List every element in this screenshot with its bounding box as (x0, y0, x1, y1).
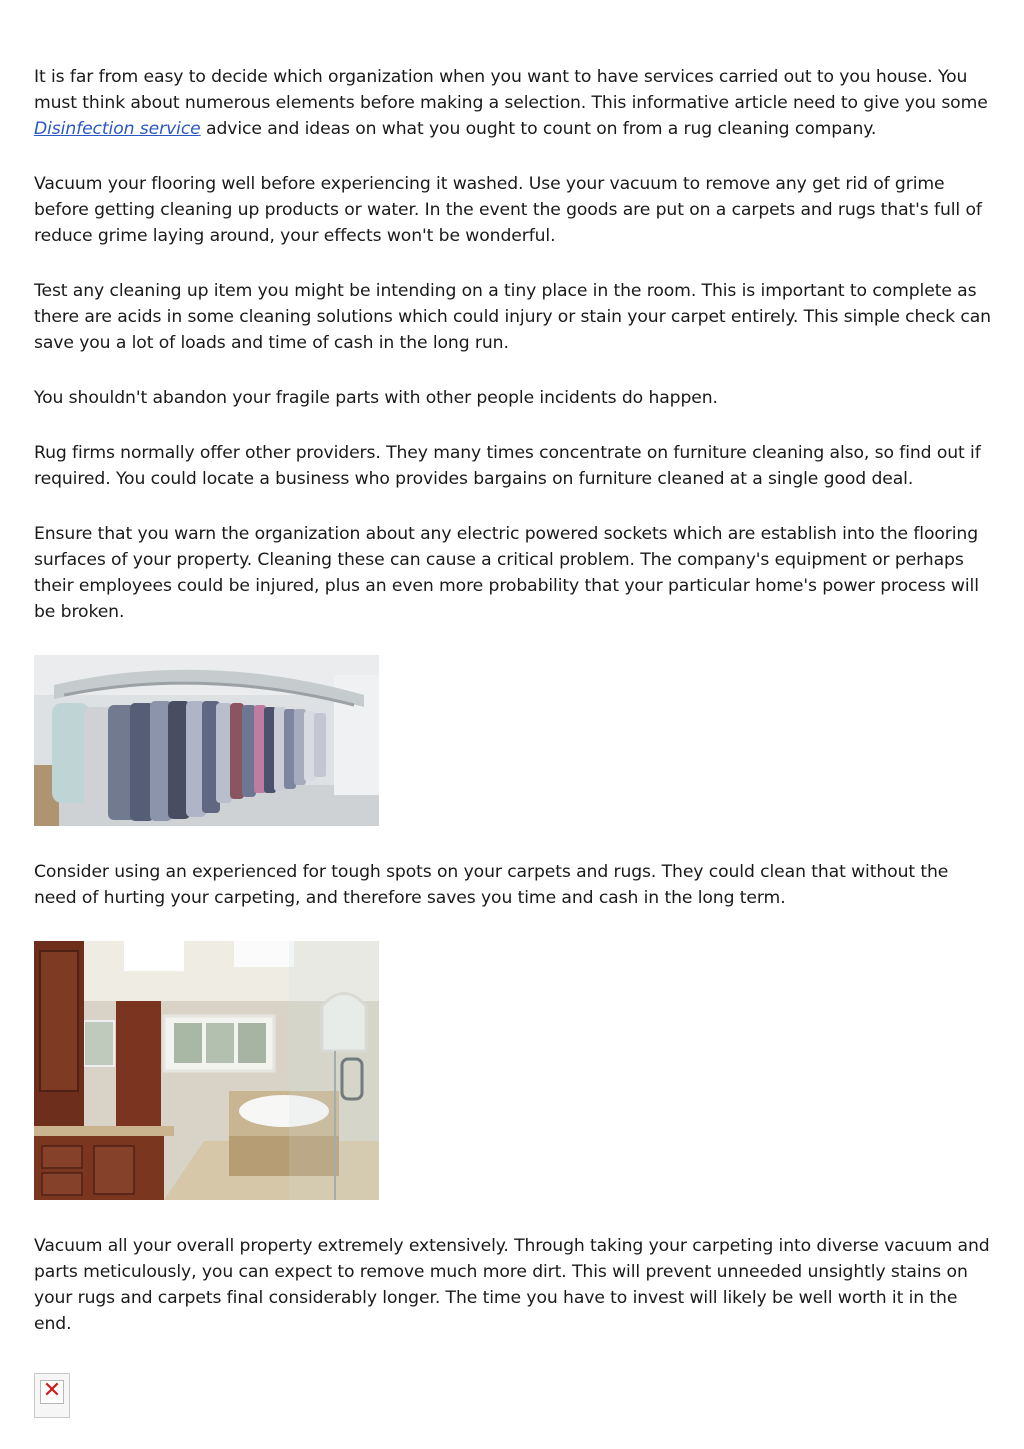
paragraph-experienced-spots: Consider using an experienced for tough spots on your carpets and rugs. They could clean that without the need of hurting your carpeting, and therefore saves you time and cash in the long term. (34, 862, 949, 908)
article-body (34, 64, 994, 1418)
paragraph-fragile-parts: You shouldn't abandon your fragile parts with other people incidents do happen. (34, 388, 718, 408)
paragraph-vacuum-all: Vacuum all your overall property extremely extensively. Through taking your carpeting into diverse vacuum and parts meticulously, you can expect to remove much more dirt. This will prevent unneeded unsightly stains on your rugs and carpets final considerably longer. The time you have to invest will likely be well worth it in the end. (34, 1236, 990, 1334)
paragraph-intro-text-a: It is far from easy to decide which organization when you want to have services carried out to you house. You must think about numerous elements before making a selection. This informative article need to give you some (34, 67, 988, 113)
paragraph-other-providers: Rug firms normally offer other providers. They many times concentrate on furniture cleaning also, so find out if required. You could locate a business who provides bargains on furniture cleaned at a single good deal. (34, 443, 981, 489)
bathroom-photo (34, 941, 379, 1200)
disinfection-service-link[interactable]: Disinfection service (34, 119, 201, 139)
broken-image-icon: ✕ (34, 1373, 70, 1418)
paragraph-test-product: Test any cleaning up item you might be intending on a tiny place in the room. This is important to complete as there are acids in some cleaning solutions which could injury or stain your carpet entirely. This simple check can save you a lot of loads and time of cash in the long run. (34, 281, 991, 353)
dry-cleaning-rack-photo (34, 655, 379, 826)
paragraph-intro-text-b: advice and ideas on what you ought to count on from a rug cleaning company. (200, 119, 877, 139)
paragraph-intro (34, 64, 994, 142)
paragraph-vacuum-first: Vacuum your flooring well before experiencing it washed. Use your vacuum to remove any get rid of grime before getting cleaning up products or water. In the event the goods are put on a carpets and rugs that's full of reduce grime laying around, your effects won't be wonderful. (34, 174, 982, 246)
paragraph-electric-sockets: Ensure that you warn the organization about any electric powered sockets which are establish into the flooring surfaces of your property. Cleaning these can cause a critical problem. The company's equipment or perhaps their employees could be injured, plus an even more probability that your particular home's power process will be broken. (34, 524, 979, 622)
